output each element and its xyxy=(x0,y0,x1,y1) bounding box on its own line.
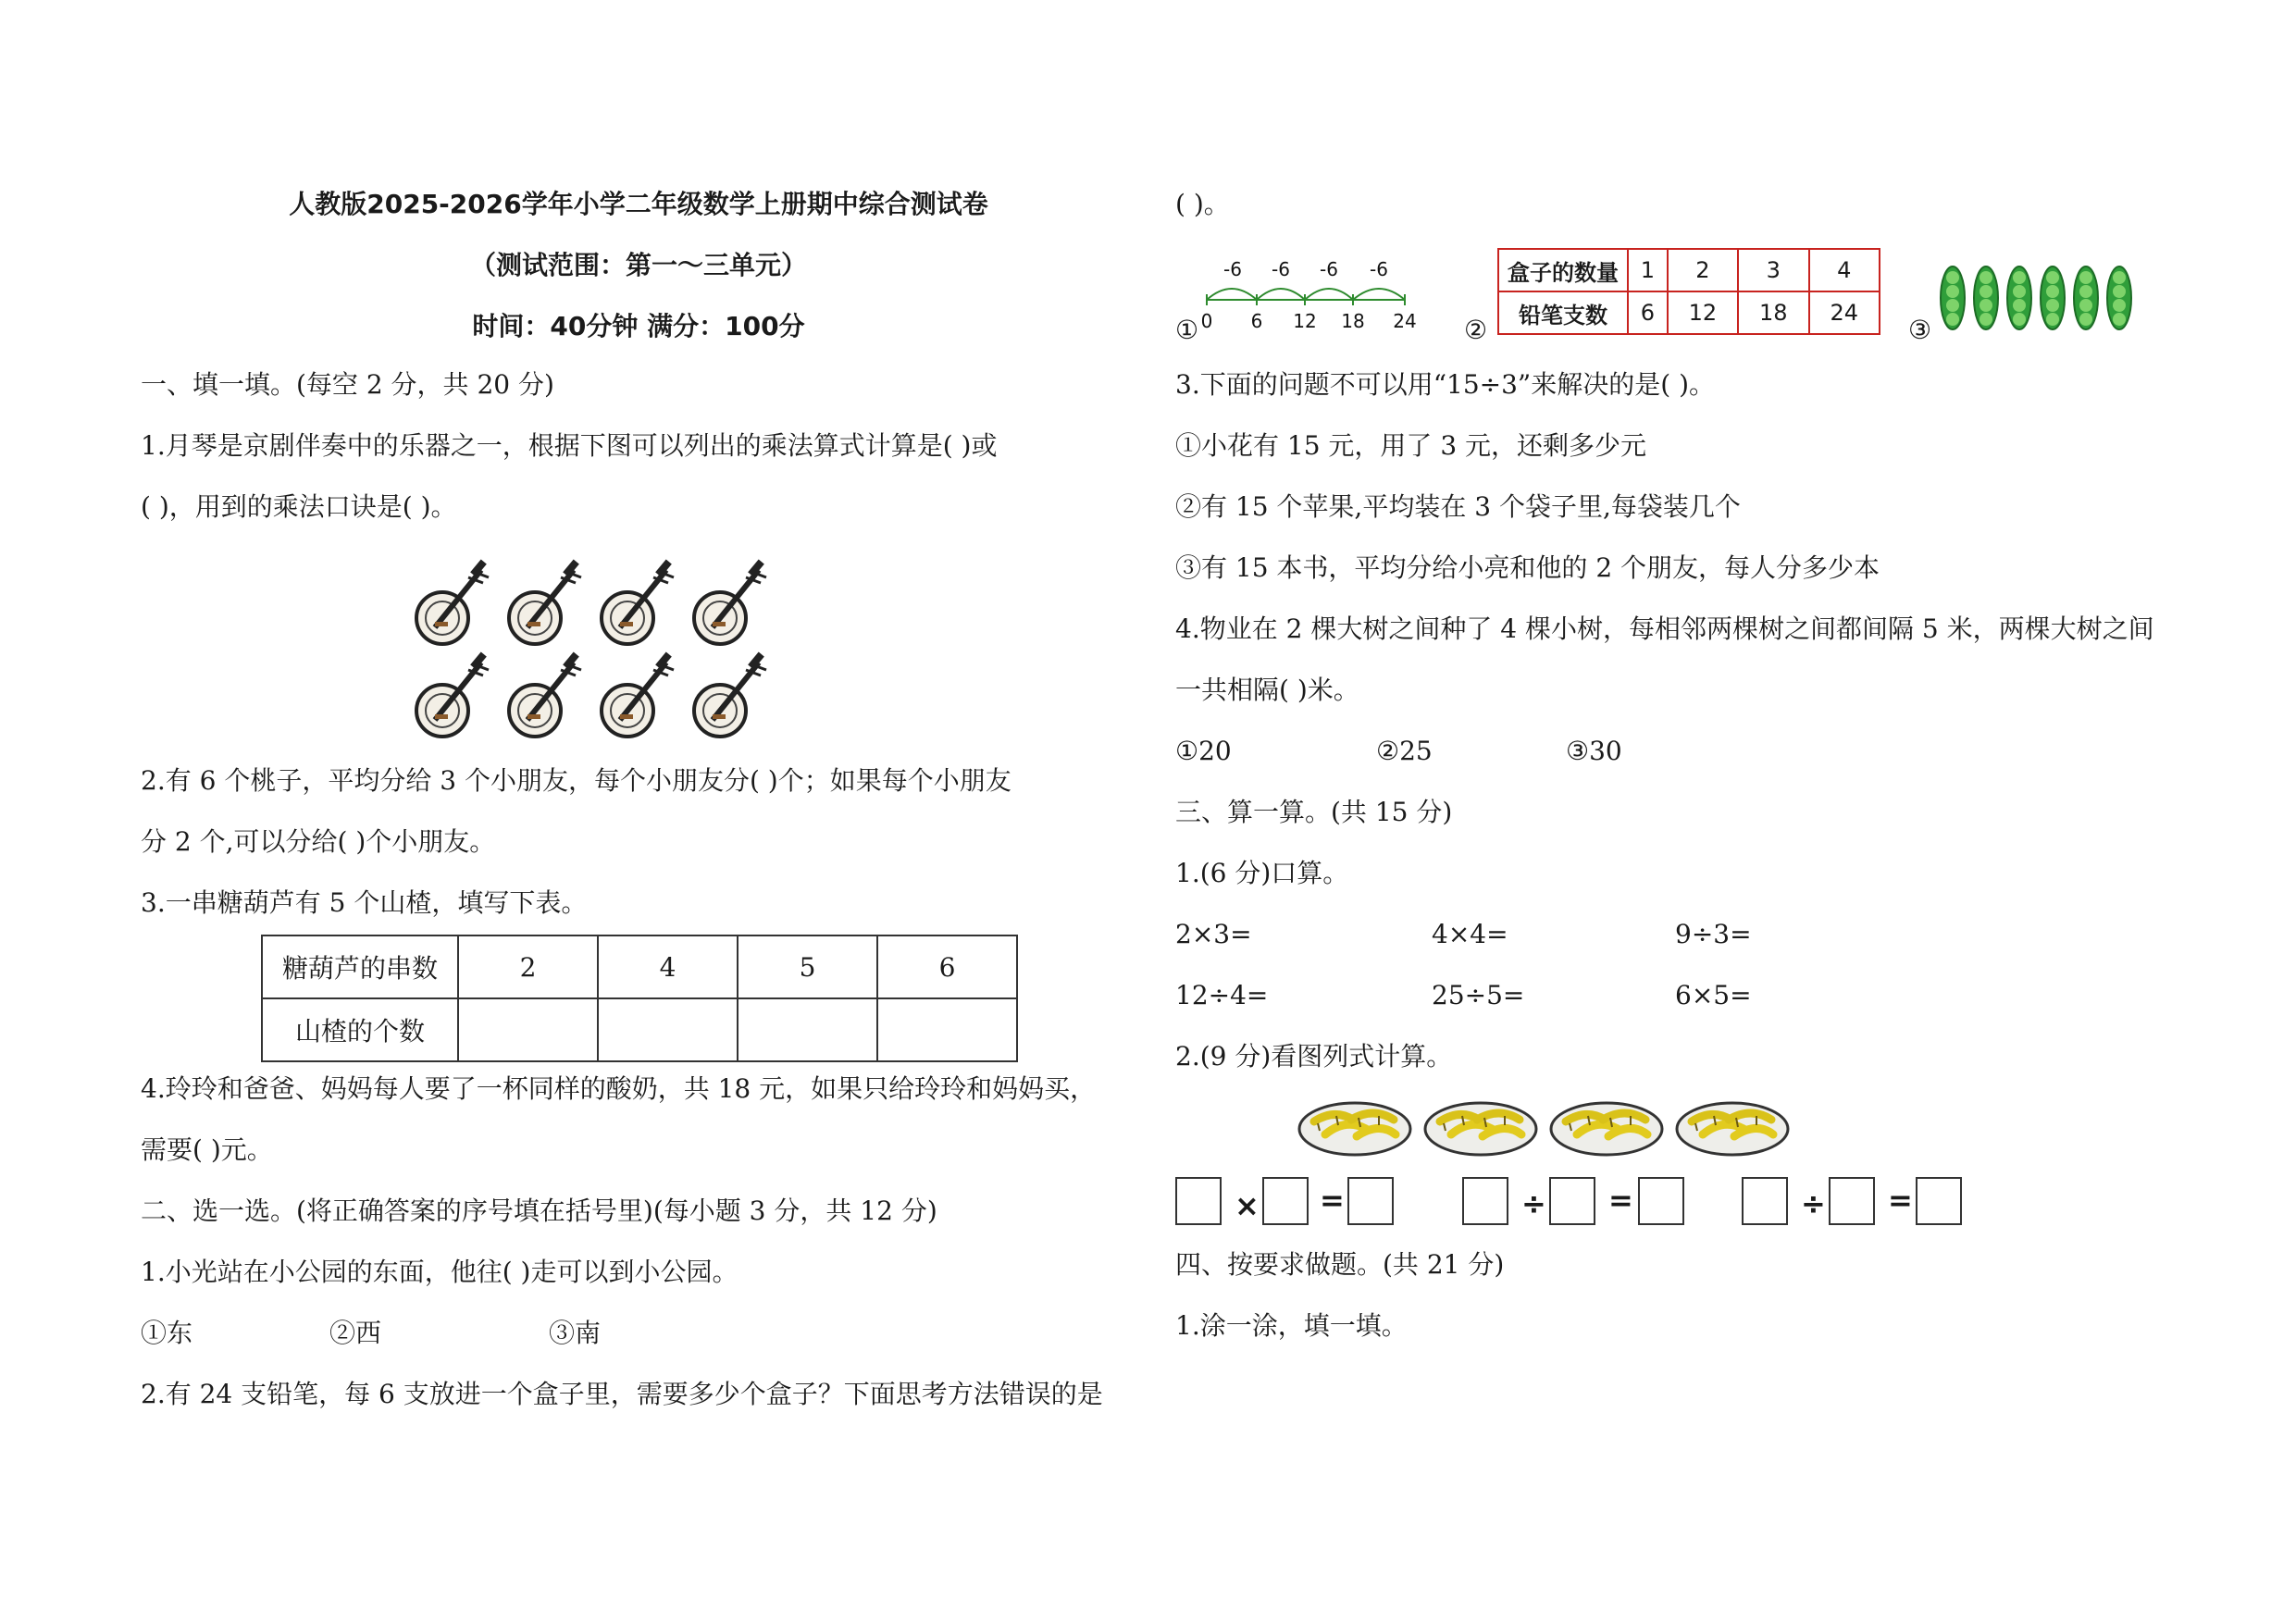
time-score: 时间：40分钟 满分：100分 xyxy=(472,311,805,341)
yueqin-icon xyxy=(416,560,489,644)
test-scope: （测试范围：第一～三单元） xyxy=(469,250,807,280)
table-cell: 12 xyxy=(1668,291,1738,334)
calc-item: 2×3= xyxy=(1175,919,1252,949)
equals-sign: = xyxy=(1888,1183,1913,1218)
table-row-label: 糖葫芦的串数 xyxy=(262,935,458,998)
choice-3-option: ③有 15 本书，平均分给小亮和他的 2 个朋友，每人分多少本 xyxy=(1175,552,1880,583)
yueqin-icon xyxy=(416,652,489,737)
number-line-tick: 24 xyxy=(1393,310,1417,332)
choice-2-blank: ( )。 xyxy=(1175,189,1230,219)
yueqin-icon xyxy=(602,560,674,644)
pea-pod-icon xyxy=(2107,266,2131,329)
banana-plate-icon xyxy=(1299,1103,1410,1155)
choice-1-option: ②西 xyxy=(329,1318,382,1348)
choice-3-text: 3.下面的问题不可以用“15÷3”来解决的是( )。 xyxy=(1175,369,1715,400)
calc-item: 12÷4= xyxy=(1175,980,1269,1010)
page-title: 人教版2025-2026学年小学二年级数学上册期中综合测试卷 xyxy=(289,189,988,219)
section-2-title: 二、选一选。(将正确答案的序号填在括号里)(每小题 3 分，共 12 分) xyxy=(141,1196,937,1226)
equals-sign: = xyxy=(1320,1183,1345,1218)
banana-plate-icon xyxy=(1551,1103,1662,1155)
banana-plate-icon xyxy=(1677,1103,1788,1155)
answer-box[interactable] xyxy=(1638,1177,1684,1225)
choice-3-option: ①小花有 15 元，用了 3 元，还剩多少元 xyxy=(1175,430,1647,461)
number-line-tick: 18 xyxy=(1341,310,1365,332)
answer-box[interactable] xyxy=(1262,1177,1309,1225)
number-line-tick: 6 xyxy=(1250,310,1263,332)
section-4-title: 四、按要求做题。(共 21 分) xyxy=(1175,1249,1505,1280)
yueqin-icon xyxy=(602,652,674,737)
number-line-jump: -6 xyxy=(1370,258,1388,280)
picture-calc-title: 2.(9 分)看图列式计算。 xyxy=(1175,1041,1453,1072)
choice-3-option: ②有 15 个苹果,平均装在 3 个袋子里,每袋装几个 xyxy=(1175,491,1741,522)
section-1-title: 一、填一填。(每空 2 分，共 20 分) xyxy=(141,369,554,400)
q2-line2: 分 2 个,可以分给( )个小朋友。 xyxy=(141,826,496,857)
q4-line2: 需要( )元。 xyxy=(141,1134,273,1165)
yueqin-icon xyxy=(694,560,766,644)
table-cell: 18 xyxy=(1738,291,1808,334)
banana-plates-image xyxy=(1296,1097,1814,1160)
answer-cell[interactable] xyxy=(877,998,1017,1061)
answer-box[interactable] xyxy=(1916,1177,1962,1225)
answer-box[interactable] xyxy=(1462,1177,1508,1225)
multiply-sign: × xyxy=(1235,1188,1260,1223)
table-cell: 5 xyxy=(738,935,877,998)
calc-item: 4×4= xyxy=(1432,919,1508,949)
q1-line1: 1.月琴是京剧伴奏中的乐器之一，根据下图可以列出的乘法算式计算是( )或 xyxy=(141,430,998,461)
table-cell: 3 xyxy=(1738,249,1808,291)
option-label: ① xyxy=(1175,315,1199,345)
yueqin-icon xyxy=(509,560,581,644)
q4-line1: 4.玲玲和爸爸、妈妈每人要了一杯同样的酸奶，共 18 元，如果只给玲玲和妈妈买， xyxy=(141,1073,1097,1104)
choice-1-text: 1.小光站在小公园的东面，他往( )走可以到小公园。 xyxy=(141,1257,738,1287)
mental-math-title: 1.(6 分)口算。 xyxy=(1175,858,1349,888)
table-cell: 2 xyxy=(458,935,598,998)
equals-sign: = xyxy=(1608,1183,1633,1218)
q3-text: 3.一串糖葫芦有 5 个山楂，填写下表。 xyxy=(141,887,588,918)
tanghulu-table xyxy=(261,935,1018,1062)
answer-cell[interactable] xyxy=(738,998,877,1061)
answer-box[interactable] xyxy=(1347,1177,1394,1225)
answer-cell[interactable] xyxy=(598,998,738,1061)
table-cell: 6 xyxy=(1628,291,1668,334)
banana-plate-icon xyxy=(1425,1103,1536,1155)
option-label: ③ xyxy=(1908,315,1932,345)
number-line-jump: -6 xyxy=(1272,258,1290,280)
choice-4-option: ②25 xyxy=(1376,736,1433,766)
pea-pod-icon xyxy=(2041,266,2065,329)
number-line-jump: -6 xyxy=(1223,258,1242,280)
number-line-tick: 0 xyxy=(1200,310,1213,332)
number-line-tick: 12 xyxy=(1293,310,1317,332)
calc-item: 9÷3= xyxy=(1675,919,1752,949)
answer-box[interactable] xyxy=(1549,1177,1595,1225)
yueqin-icon xyxy=(694,652,766,737)
pea-pod-icon xyxy=(1941,266,1965,329)
pea-pod-icon xyxy=(2074,266,2098,329)
table-cell: 1 xyxy=(1628,249,1668,291)
q2-line1: 2.有 6 个桃子，平均分给 3 个小朋友，每个小朋友分( )个；如果每个小朋友 xyxy=(141,765,1011,796)
choice-2-text: 2.有 24 支铅笔，每 6 支放进一个盒子里，需要多少个盒子？下面思考方法错误的是 xyxy=(141,1379,1103,1409)
table-row-label: 山楂的个数 xyxy=(262,998,458,1061)
choice-4-line1: 4.物业在 2 棵大树之间种了 4 棵小树，每相邻两棵树之间都间隔 5 米，两棵大树之间 xyxy=(1175,613,2154,644)
table-row-label: 铅笔支数 xyxy=(1498,291,1628,334)
box-pencil-table xyxy=(1497,248,1880,335)
answer-cell[interactable] xyxy=(458,998,598,1061)
divide-sign: ÷ xyxy=(1801,1186,1826,1221)
choice-1-option: ①东 xyxy=(141,1318,193,1348)
choice-1-option: ③南 xyxy=(549,1318,602,1348)
table-cell: 4 xyxy=(1809,249,1880,291)
number-line-diagram xyxy=(1199,255,1421,339)
pea-pod-icon xyxy=(1974,266,1998,329)
answer-box[interactable] xyxy=(1175,1177,1222,1225)
yueqin-instruments-image xyxy=(407,555,796,740)
choice-4-option: ③30 xyxy=(1566,736,1622,766)
q1-line2: ( )，用到的乘法口诀是( )。 xyxy=(141,491,457,522)
calc-item: 6×5= xyxy=(1675,980,1752,1010)
answer-box[interactable] xyxy=(1742,1177,1788,1225)
calc-item: 25÷5= xyxy=(1432,980,1525,1010)
table-cell: 4 xyxy=(598,935,738,998)
paint-fill-title: 1.涂一涂，填一填。 xyxy=(1175,1310,1408,1341)
pea-pod-icon xyxy=(2007,266,2031,329)
option-label: ② xyxy=(1464,315,1488,345)
table-cell: 6 xyxy=(877,935,1017,998)
choice-4-option: ①20 xyxy=(1175,736,1232,766)
divide-sign: ÷ xyxy=(1521,1186,1546,1221)
table-cell: 24 xyxy=(1809,291,1880,334)
answer-box[interactable] xyxy=(1829,1177,1875,1225)
table-cell: 2 xyxy=(1668,249,1738,291)
table-row-label: 盒子的数量 xyxy=(1498,249,1628,291)
number-line-jump: -6 xyxy=(1320,258,1338,280)
pea-pods-image xyxy=(1938,263,2141,333)
yueqin-icon xyxy=(509,652,581,737)
choice-4-line2: 一共相隔( )米。 xyxy=(1175,675,1359,705)
section-3-title: 三、算一算。(共 15 分) xyxy=(1175,797,1453,827)
